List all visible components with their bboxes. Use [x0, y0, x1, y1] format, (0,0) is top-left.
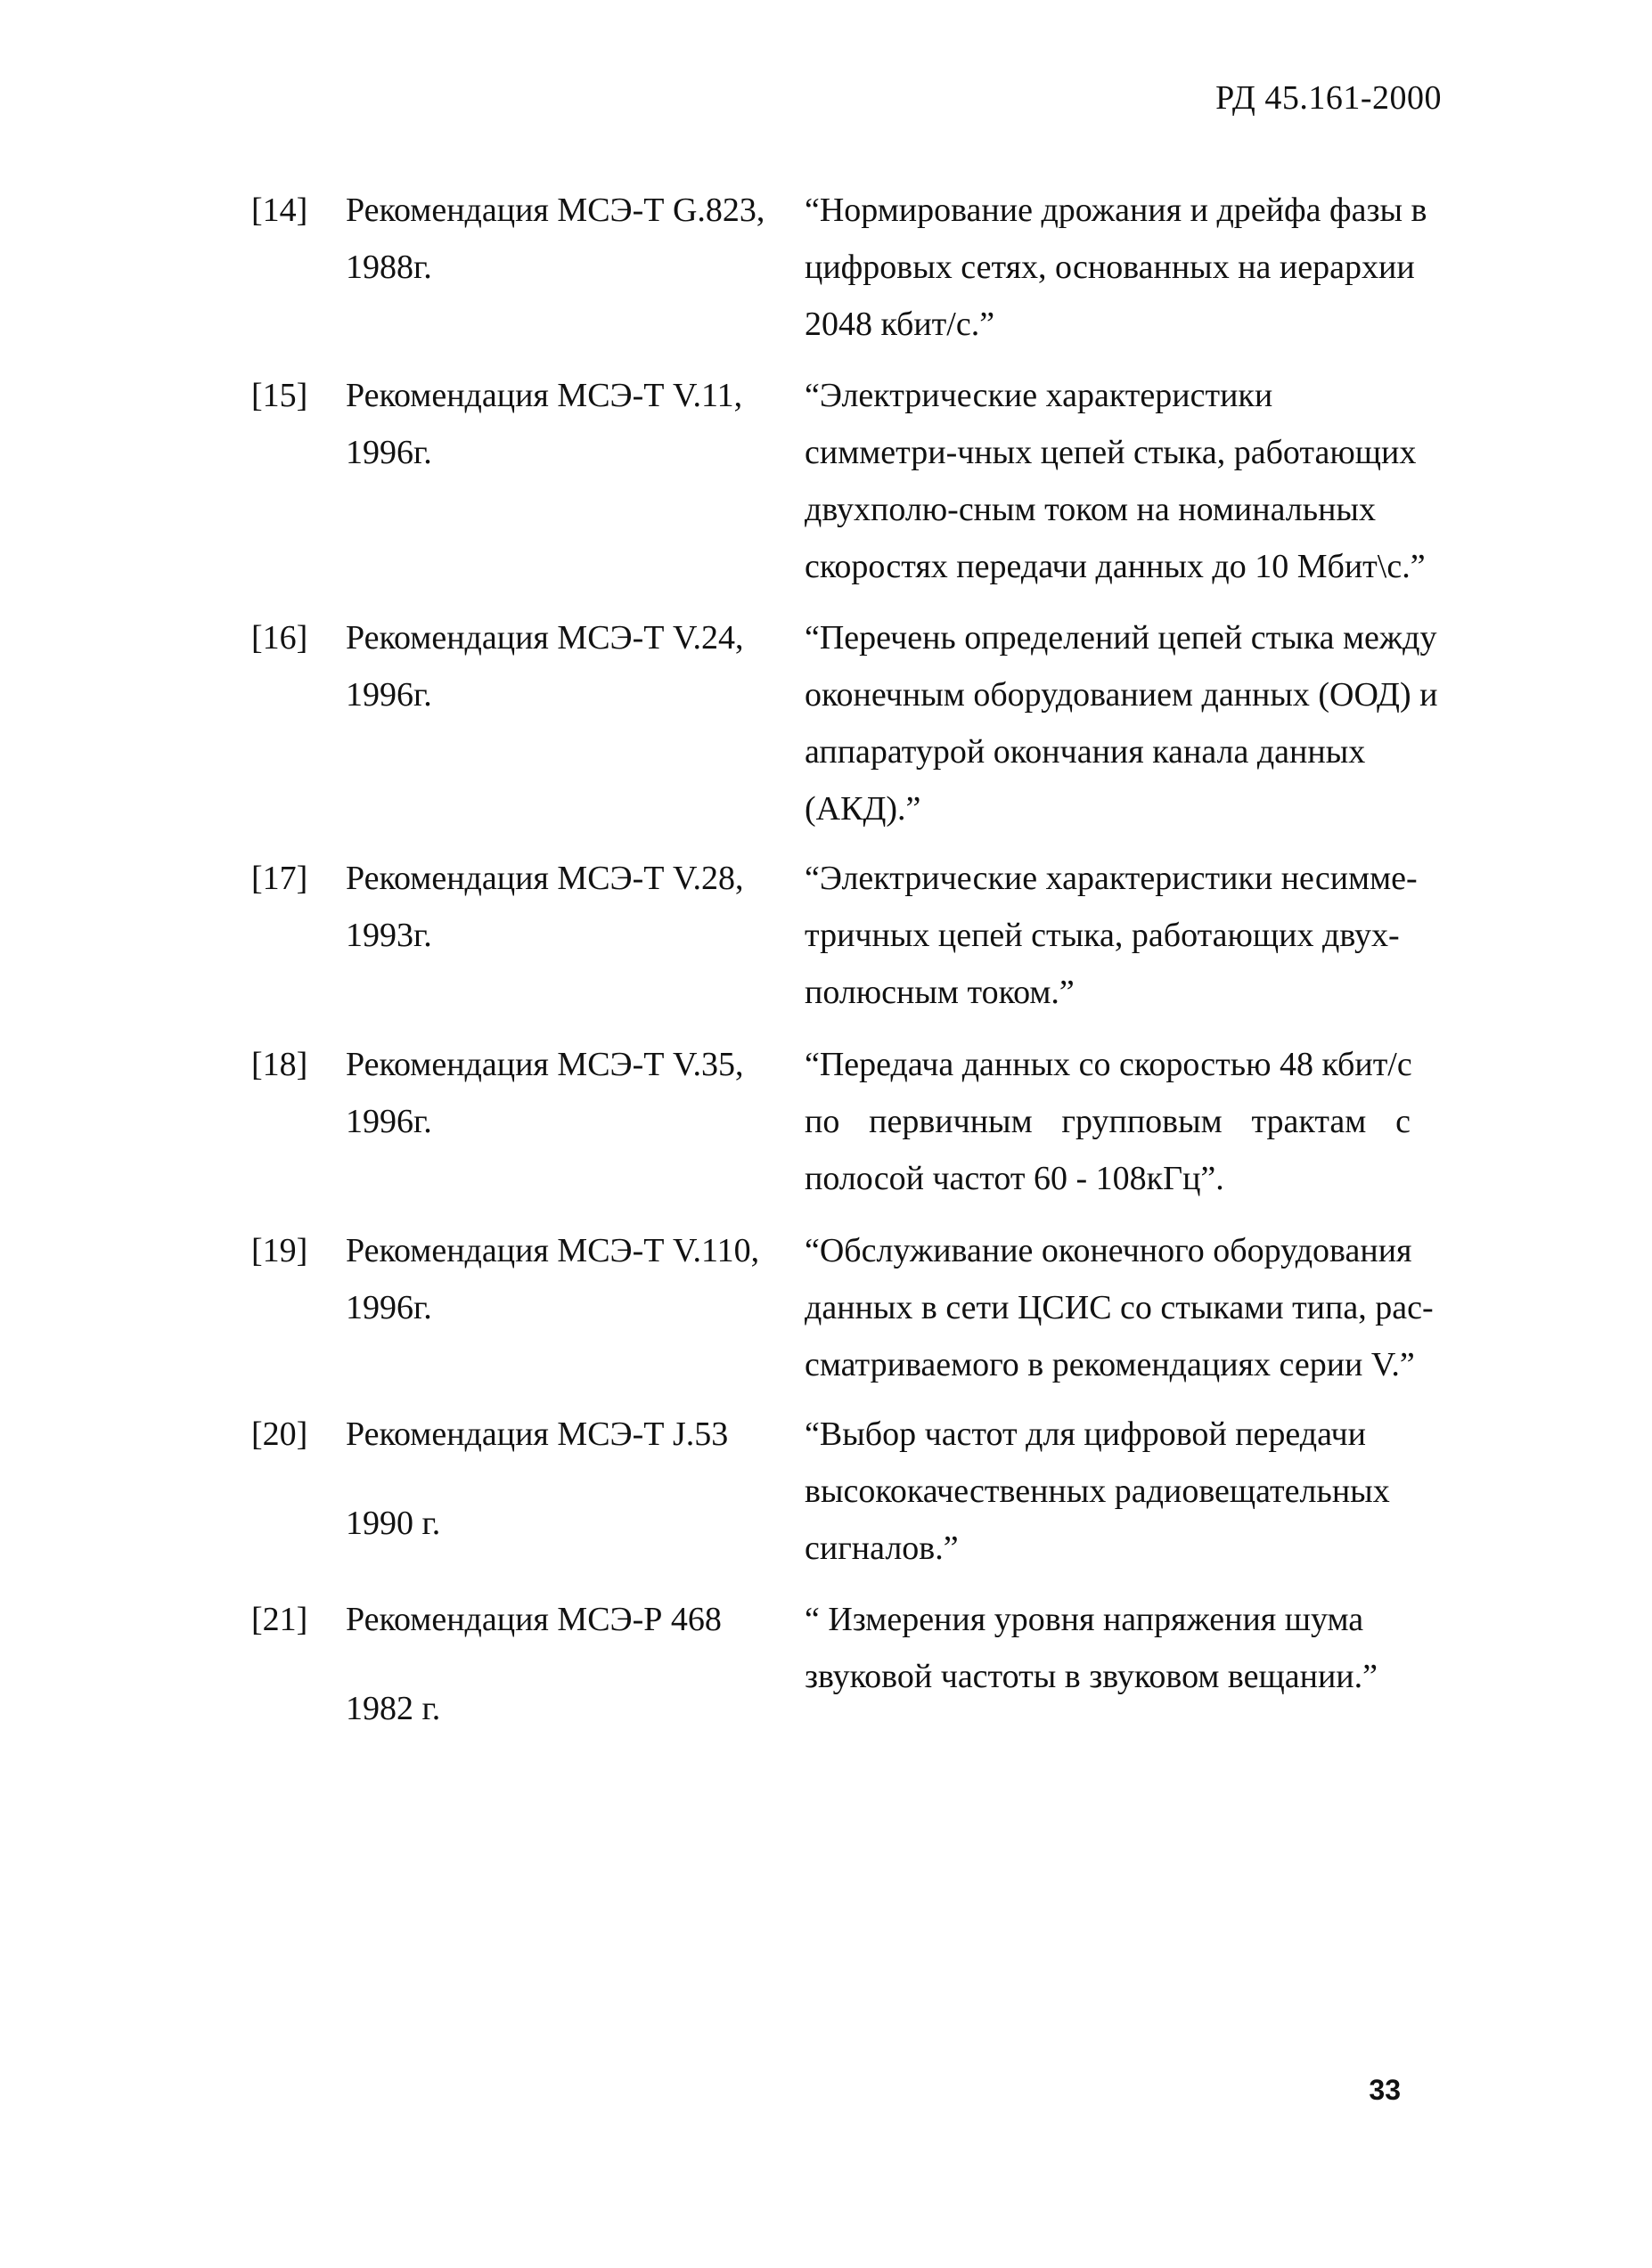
reference-title-line: скоростях передачи данных до 10 Мбит\с.”: [805, 548, 1426, 585]
reference-number: [21]: [251, 1601, 308, 1638]
reference-year: 1996г.: [346, 676, 432, 714]
reference-title-line: “Выбор частот для цифровой передачи: [805, 1415, 1366, 1453]
reference-title-line: по первичным групповым трактам с: [805, 1103, 1411, 1140]
reference-title: [805, 1406, 1411, 1577]
reference-year: 1996г.: [346, 1103, 432, 1140]
reference-title-line: оконечным оборудованием данных (ООД) и: [805, 676, 1438, 714]
reference-number: [14]: [251, 192, 308, 229]
reference-title-line: сигналов.”: [805, 1530, 959, 1567]
reference-title: [805, 367, 1426, 595]
reference-source: [346, 1036, 773, 1150]
reference-source-name: Рекомендация МСЭ-Т G.823,: [346, 192, 765, 229]
reference-title-line: сматриваемого в рекомендациях серии V.”: [805, 1346, 1415, 1383]
reference-source-name: Рекомендация МСЭ-Т V.28,: [346, 860, 744, 897]
reference-title-line: высококачественных радиовещательных: [805, 1473, 1390, 1510]
reference-title: [805, 1591, 1411, 1705]
reference-year: 1982 г.: [346, 1690, 441, 1727]
reference-title-line: полосой частот 60 - 108кГц”.: [805, 1160, 1224, 1197]
reference-source: [346, 182, 773, 296]
reference-number: [19]: [251, 1232, 308, 1269]
reference-source: [346, 367, 773, 481]
reference-title-line: “Электрические характеристики несимме-: [805, 860, 1418, 897]
reference-title-line: тричных цепей стыка, работающих двух-: [805, 917, 1400, 954]
reference-source-name: Рекомендация МСЭ-Т V.11,: [346, 377, 743, 414]
reference-number: [20]: [251, 1415, 308, 1453]
reference-year: 1996г.: [346, 434, 432, 471]
reference-title: [805, 850, 1418, 1021]
reference-year: 1990 г.: [346, 1505, 441, 1542]
reference-source: [346, 1397, 773, 1561]
reference-source: [346, 850, 773, 964]
page-number: 33: [1369, 2074, 1401, 2106]
reference-title: [805, 182, 1427, 353]
reference-number: [18]: [251, 1046, 308, 1083]
reference-title-line: полюсным током.”: [805, 974, 1075, 1011]
reference-title-line: “Обслуживание оконечного оборудования: [805, 1232, 1412, 1269]
reference-source-name: Рекомендация МСЭ-Т J.53: [346, 1415, 729, 1453]
reference-title: [805, 609, 1438, 837]
reference-number: [17]: [251, 860, 308, 897]
reference-year: 1996г.: [346, 1289, 432, 1326]
reference-title-line: цифровых сетях, основанных на иерархии: [805, 249, 1415, 286]
reference-title-line: 2048 кбит/с.”: [805, 306, 995, 343]
reference-title-line: аппаратурой окончания канала данных: [805, 733, 1366, 771]
reference-number: [15]: [251, 377, 308, 414]
reference-title-line: симметри-чных цепей стыка, работающих: [805, 434, 1417, 471]
reference-source: [346, 1222, 773, 1336]
reference-title-line: (АКД).”: [805, 790, 921, 828]
reference-title: [805, 1036, 1411, 1207]
reference-title: [805, 1222, 1434, 1393]
reference-year: 1988г.: [346, 249, 432, 286]
reference-title-line: “Электрические характеристики: [805, 377, 1273, 414]
reference-title-line: двухполю-сным током на номинальных: [805, 491, 1376, 528]
reference-title-line: “Нормирование дрожания и дрейфа фазы в: [805, 192, 1427, 229]
reference-year: 1993г.: [346, 917, 432, 954]
reference-title-line: “Передача данных со скоростью 48 кбит/с: [805, 1046, 1412, 1083]
reference-source: [346, 1582, 773, 1746]
reference-title-line: данных в сети ЦСИС со стыками типа, рас-: [805, 1289, 1434, 1326]
document-code: РД 45.161-2000: [1215, 79, 1442, 117]
reference-source-name: Рекомендация МСЭ-Т V.35,: [346, 1046, 744, 1083]
reference-source-name: Рекомендация МСЭ-Т V.24,: [346, 619, 744, 657]
reference-source: [346, 609, 773, 723]
reference-source-name: Рекомендация МСЭ-Т V.110,: [346, 1232, 760, 1269]
reference-source-name: Рекомендация МСЭ-Р 468: [346, 1601, 722, 1638]
reference-title-line: “Перечень определений цепей стыка между: [805, 619, 1437, 657]
reference-title-line: “ Измерения уровня напряжения шума: [805, 1601, 1364, 1638]
reference-number: [16]: [251, 619, 308, 657]
reference-title-line: звуковой частоты в звуковом вещании.”: [805, 1658, 1378, 1695]
